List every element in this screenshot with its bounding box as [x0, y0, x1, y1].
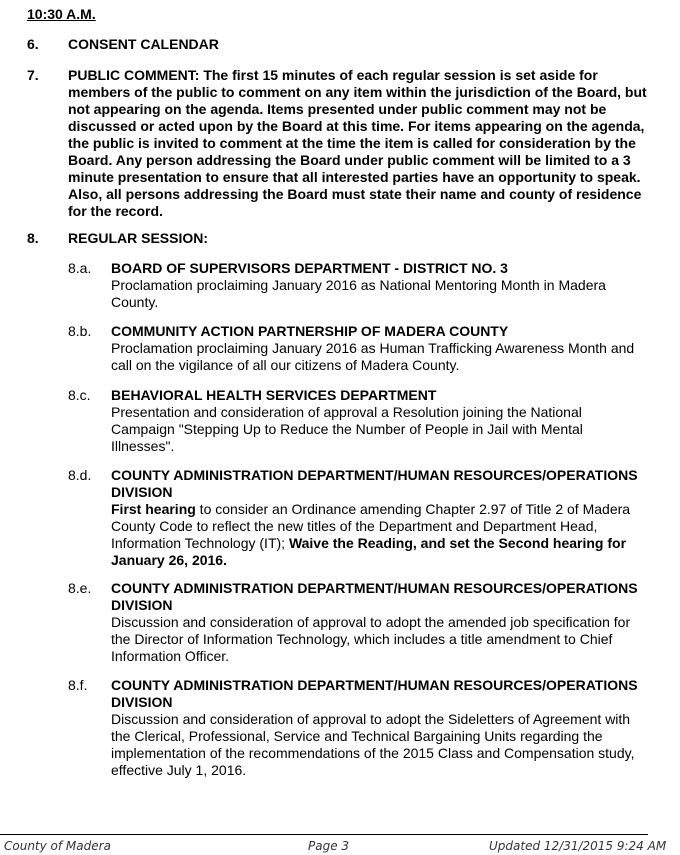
item-description: Discussion and consideration of approval to adopt the amended job specification for the Director of Information Technology, which includes a title amendment to Chief Information Officer. [111, 614, 631, 664]
item-number: 8.e. [68, 580, 92, 596]
section-number: 6. [27, 36, 39, 52]
item-number: 8.a. [68, 260, 92, 276]
item-title: COMMUNITY ACTION PARTNERSHIP OF MADERA COUNTY [111, 323, 509, 339]
item-description: Discussion and consideration of approval to adopt the Sideletters of Agreement with the Clerical, Professional, Service and Technical Bargaining Units regarding the implementation of the recommendations of the 2015 Class and Compensation study, effective July 1, 2016. [111, 711, 635, 778]
item-title: COUNTY ADMINISTRATION DEPARTMENT/HUMAN RESOURCES/OPERATIONS DIVISION [111, 467, 638, 500]
item-number: 8.b. [68, 323, 92, 339]
footer-updated: Updated 12/31/2015 9:24 AM [489, 839, 667, 853]
item-title: BEHAVIORAL HEALTH SERVICES DEPARTMENT [111, 387, 437, 403]
item-number: 8.f. [68, 677, 88, 693]
item-number: 8.d. [68, 467, 92, 483]
item-description: Proclamation proclaiming January 2016 as National Mentoring Month in Madera County. [111, 277, 606, 310]
footer-page-number: Page 3 [308, 839, 350, 853]
item-description [111, 501, 648, 569]
first-hearing-label: First hearing [111, 501, 196, 517]
section-title: CONSENT CALENDAR [68, 36, 219, 52]
item-title: COUNTY ADMINISTRATION DEPARTMENT/HUMAN RESOURCES/OPERATIONS DIVISION [111, 580, 638, 613]
section-text: PUBLIC COMMENT: The first 15 minutes of each regular session is set aside for members of the public to comment on any item within the jurisdiction of the Board, but not appearing on the agenda. Items presented under public comment may not be discussed or acted upon by the Board at this time. For items appearing on the agenda, the public is invited to comment at the time the item is called for consideration by the Board. Any person addressing the Board under public comment will be limited to a 3 minute presentation to ensure that all interested parties have an opportunity to speak. Also, all persons addressing the Board must state their name and county of residence for the record. [68, 67, 647, 219]
session-time-heading: 10:30 A.M. [27, 6, 96, 22]
item-description-text: to consider an Ordinance amending Chapter 2.97 of Title 2 of Madera County Code to reflect the new titles of the Department and Department Head, Information Technology (IT); [111, 501, 631, 551]
section-title: REGULAR SESSION: [68, 230, 209, 246]
section-number: 7. [27, 67, 39, 83]
item-title: COUNTY ADMINISTRATION DEPARTMENT/HUMAN RESOURCES/OPERATIONS DIVISION [111, 677, 638, 710]
item-description: Proclamation proclaiming January 2016 as Human Trafficking Awareness Month and call on the vigilance of all our citizens of Madera County. [111, 340, 635, 373]
waive-reading-note: Waive the Reading, and set the Second hearing for January 26, 2016. [111, 535, 627, 568]
item-description: Presentation and consideration of approval a Resolution joining the National Campaign "Stepping Up to Reduce the Number of People in Jail with Mental Illnesses". [111, 404, 583, 454]
footer-divider [0, 834, 648, 835]
section-number: 8. [27, 230, 39, 246]
item-title: BOARD OF SUPERVISORS DEPARTMENT - DISTRICT NO. 3 [111, 260, 508, 276]
footer-county: County of Madera [4, 839, 111, 853]
item-number: 8.c. [68, 387, 91, 403]
